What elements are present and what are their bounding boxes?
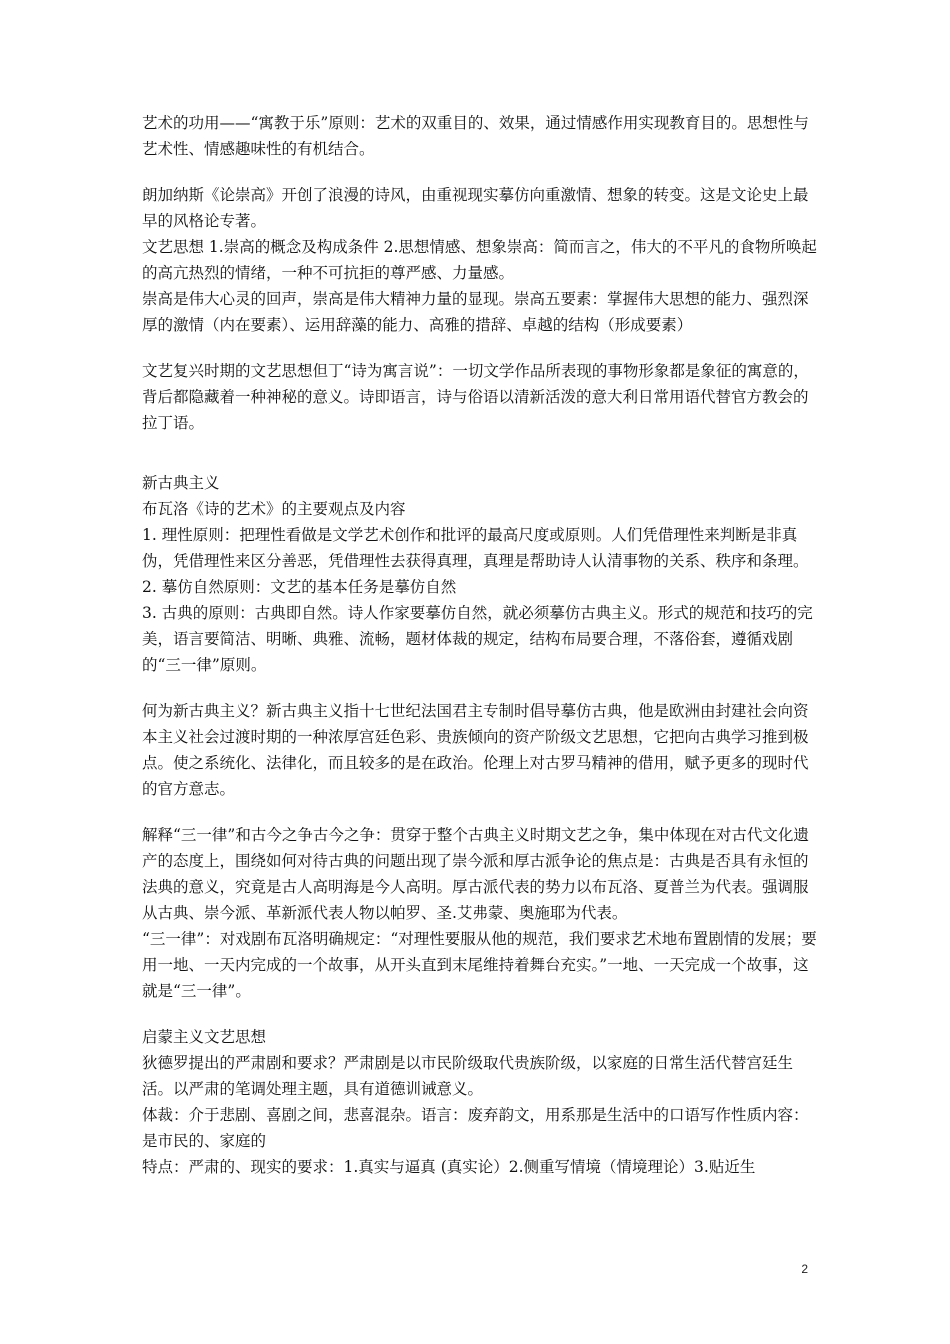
list-item-imitate-nature: 2. 摹仿自然原则：文艺的基本任务是摹仿自然 (142, 578, 457, 596)
paragraph-diderot: 狄德罗提出的严肃剧和要求？严肃剧是以市民阶级取代贵族阶级，以家庭的日常生活代替宫廷生活。以严肃的笔调处理主题，具有道德训诫意义。 (142, 1054, 794, 1098)
document-body (142, 110, 822, 1180)
paragraph-renaissance: 文艺复兴时期的文艺思想但丁“诗为寓言说”：一切文学作品所表现的事物形象都是象征的寓意的，背后都隐藏着一种神秘的意义。诗即语言，诗与俗语以清新活泼的意大利日常用语代替官方教会的拉丁语。 (142, 362, 809, 432)
paragraph-art-function: 艺术的功用——“寓教于乐”原则：艺术的双重目的、效果，通过情感作用实现教育目的。思想性与艺术性、情感趣味性的有机结合。 (142, 114, 809, 158)
paragraph-ancients-moderns: 解释“三一律”和古今之争古今之争：贯穿于整个古典主义时期文艺之争，集中体现在对古代文化遗产的态度上，围绕如何对待古典的问题出现了崇今派和厚古派争论的焦点是：古典是否具有永恒的法典的意义，究竟是古人高明海是今人高明。厚古派代表的势力以布瓦洛、夏普兰为代表。强调服从古典、崇今派、革新派代表人物以帕罗、圣.艾弗蒙、奥施耶为代表。 (142, 826, 809, 922)
heading-neoclassicism: 新古典主义 (142, 474, 220, 492)
heading-enlightenment: 启蒙主义文艺思想 (142, 1028, 267, 1046)
list-item-classical: 3. 古典的原则：古典即自然。诗人作家要摹仿自然，就必须摹仿古典主义。形式的规范和技巧的完美，语言要简洁、明晰、典雅、流畅，题材体裁的规定，结构布局要合理，不落俗套，遵循戏剧的“三一律”原则。 (142, 604, 813, 674)
page-number: 2 (801, 1262, 808, 1276)
paragraph-genre-language: 体裁：介于悲剧、喜剧之间，悲喜混杂。语言：废弃韵文，用系那是生活中的口语写作性质内容：是市民的、家庭的 (142, 1106, 809, 1150)
paragraph-what-is-neoclassicism: 何为新古典主义？新古典主义指十七世纪法国君主专制时倡导摹仿古典，他是欧洲由封建社会向资本主义社会过渡时期的一种浓厚宫廷色彩、贵族倾向的资产阶级文艺思想，它把向古典学习推到极点。使之系统化、法律化，而且较多的是在政治。伦理上对古罗马精神的借用，赋予更多的现时代的官方意志。 (142, 702, 809, 798)
paragraph-three-unities: “三一律”：对戏剧布瓦洛明确规定：“对理性要服从他的规范，我们要求艺术地布置剧情的发展；要用一地、一天内完成的一个故事，从开头直到末尾维持着舞台充实。”一地、一天完成一个故事，这就是“三一律”。 (142, 930, 817, 1000)
paragraph-sublime-elements: 崇高是伟大心灵的回声，崇高是伟大精神力量的显现。崇高五要素：掌握伟大思想的能力、强烈深厚的激情（内在要素）、运用辞藻的能力、高雅的措辞、卓越的结构（形成要素） (142, 290, 809, 334)
list-item-reason: 1. 理性原则：把理性看做是文学艺术创作和批评的最高尺度或原则。人们凭借理性来判断是非真伪，凭借理性来区分善恶，凭借理性去获得真理，真理是帮助诗人认清事物的关系、秩序和条理。 (142, 526, 809, 570)
paragraph-sublime-thought: 文艺思想 1.崇高的概念及构成条件 2.思想情感、想象崇高：简而言之，伟大的不平凡的食物所唤起的高亢热烈的情绪，一种不可抗拒的尊严感、力量感。 (142, 238, 817, 282)
paragraph-features: 特点：严肃的、现实的要求：1.真实与逼真 (真实论）2.侧重写情境（情境理论）3.贴近生 (142, 1158, 756, 1176)
paragraph-longinus: 朗加纳斯《论崇高》开创了浪漫的诗风，由重视现实摹仿向重激情、想象的转变。这是文论史上最早的风格论专著。 (142, 186, 809, 230)
heading-boileau: 布瓦洛《诗的艺术》的主要观点及内容 (142, 500, 406, 518)
